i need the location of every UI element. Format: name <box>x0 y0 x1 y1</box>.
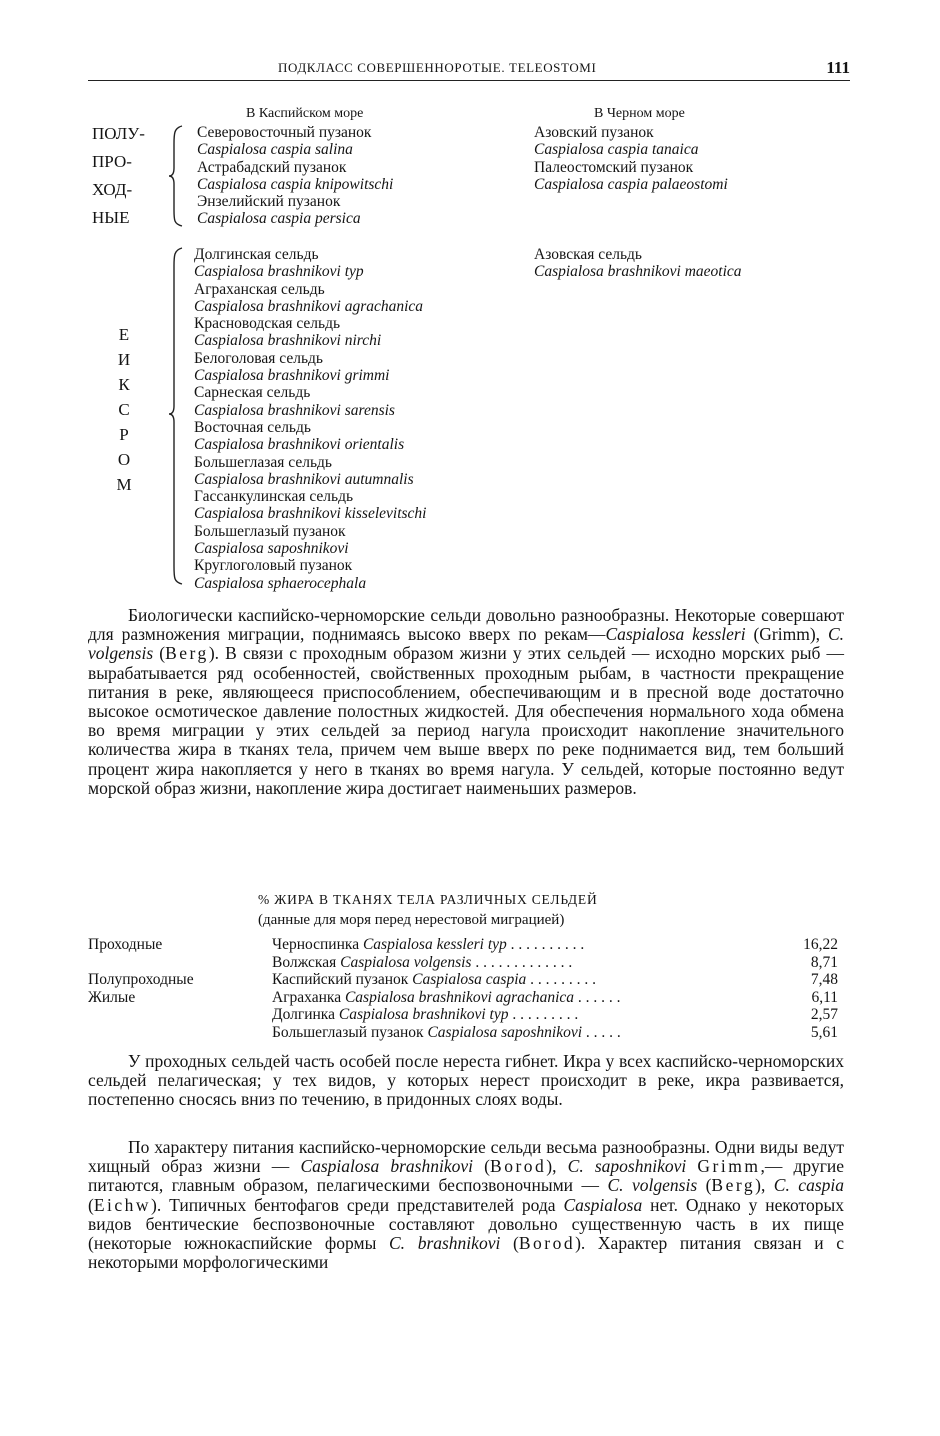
text-run: Биологически каспийско-черноморские сельди довольно разнообразны. Некоторые совершают для размножения миграции, поднимаясь высоко вверх по рекам— <box>88 605 844 645</box>
side-label-marine <box>112 322 136 497</box>
species-latin-name: Caspialosa brashnikovi orientalis <box>194 436 405 454</box>
text-run: ( <box>500 1233 519 1254</box>
species-latin-name: Caspialosa caspia knipowitschi <box>197 175 394 193</box>
body-paragraph-1 <box>88 606 844 798</box>
table-species <box>272 1024 621 1042</box>
table-latin-name: Caspialosa brashnikovi typ <box>338 1006 509 1023</box>
table-value: 7,48 <box>810 971 838 988</box>
semi-anadromous-black-sea-list <box>534 124 728 193</box>
text-run-italic: Caspialosa brashnikovi <box>300 1156 474 1177</box>
species-common-name: Восточная сельдь <box>194 418 311 436</box>
species-latin-name: Caspialosa caspia palaeostomi <box>534 175 728 193</box>
table-subtitle: (данные для моря перед нерестовой миграцией) <box>258 912 565 928</box>
table-group: Полупроходные <box>88 971 194 988</box>
side-label-letter: О <box>117 450 131 469</box>
table-species <box>272 936 584 954</box>
table-species <box>272 1006 578 1024</box>
table-row <box>88 936 838 954</box>
table-common-name: Долгинка <box>272 1006 335 1023</box>
table-group: Проходные <box>88 936 163 953</box>
author-name: Grimm <box>697 1156 761 1177</box>
column-heading-caspian: В Каспийском море <box>246 106 364 121</box>
table-species <box>272 954 572 972</box>
author-name: Eichw <box>93 1194 152 1215</box>
table-leader-dots: . . . . . . . . . <box>526 971 597 988</box>
species-latin-name: Caspialosa brashnikovi maeotica <box>534 263 742 281</box>
body-paragraph-2 <box>88 1052 844 1110</box>
species-common-name: Красноводская сельдь <box>194 315 341 333</box>
species-common-name: Белоголовая сельдь <box>194 349 323 367</box>
table-row <box>88 1024 838 1042</box>
marine-caspian-list <box>194 246 426 592</box>
text-run: нет. Однако у некоторых видов бентические беспозвоночные составляют довольно существенную часть в их пище (некоторые южнокаспийские формы <box>88 1194 844 1254</box>
species-common-name: Аграханская сельдь <box>194 280 325 298</box>
side-label-letter: К <box>118 375 130 394</box>
table-title: % ЖИРА В ТКАНЯХ ТЕЛА РАЗЛИЧНЫХ СЕЛЬДЕЙ <box>258 892 598 907</box>
species-latin-name: Caspialosa brashnikovi agrachanica <box>194 297 424 315</box>
species-common-name: Палеостомский пузанок <box>534 158 694 176</box>
text-run-italic: Caspialosa <box>563 1194 643 1215</box>
side-label-letter: Е <box>118 325 130 344</box>
text-run: ). Характер питания связан и с некоторыми морфологическими <box>88 1233 845 1273</box>
table-leader-dots: . . . . . . . . . <box>508 1006 579 1023</box>
text-run-italic: C. caspia <box>773 1175 844 1196</box>
species-latin-name: Caspialosa caspia salina <box>197 141 353 159</box>
text-run: По характеру питания каспийско-черноморские сельди весьма разнообразны. Одни виды ведут хищный образ жизни — <box>88 1137 844 1177</box>
table-latin-name: Caspialosa caspia <box>412 971 527 988</box>
paragraph-text: У проходных сельдей часть особей после нереста гибнет. Икра у всех каспийско-черноморских сельдей пелагическая; у тех видов, у которых нерест происходит в реке, икра развивается, постепенно сносясь вниз по течению, в придонных слоях воды. <box>88 1051 844 1110</box>
text-run-italic: C. brashnikovi <box>389 1233 501 1254</box>
side-label-line: ХОД- <box>92 180 133 199</box>
text-run: ( <box>88 1194 94 1215</box>
table-row <box>88 971 838 989</box>
species-latin-name: Caspialosa brashnikovi sarensis <box>194 401 395 419</box>
species-common-name: Северовосточный пузанок <box>197 124 372 141</box>
species-latin-name: Caspialosa caspia tanaica <box>534 141 699 159</box>
text-run-italic: Caspialosa kessleri <box>605 624 746 645</box>
text-run: ( <box>153 643 166 664</box>
table-value: 5,61 <box>810 1023 838 1041</box>
brace-marine <box>168 246 186 586</box>
running-head-title: ПОДКЛАСС СОВЕРШЕННОРОТЫЕ. TELEOSTOMI <box>278 60 597 75</box>
table-leader-dots: . . . . . . <box>574 988 621 1006</box>
text-run: ), <box>546 1156 568 1177</box>
author-name: Borod <box>490 1156 547 1177</box>
text-run: ( <box>473 1156 491 1177</box>
author-name: Borod <box>518 1233 576 1254</box>
species-latin-name: Caspialosa brashnikovi grimmi <box>194 367 390 385</box>
side-label-semi-anadromous <box>92 120 145 232</box>
species-common-name: Азовская сельдь <box>534 246 642 263</box>
page-number: 111 <box>826 58 850 77</box>
species-common-name: Большеглазый пузанок <box>194 522 346 540</box>
table-row <box>88 954 838 972</box>
species-common-name: Энзелийский пузанок <box>197 193 341 211</box>
table-common-name: Большеглазый пузанок <box>272 1023 424 1041</box>
table-caption <box>258 890 598 930</box>
text-run-italic: C. volgensis <box>607 1175 698 1196</box>
column-heading-black-sea: В Черном море <box>594 106 685 121</box>
side-label-letter: Р <box>119 425 129 444</box>
marine-black-sea-list <box>534 246 742 281</box>
species-common-name: Азовский пузанок <box>534 124 654 141</box>
brace-semi-anadromous <box>168 124 186 228</box>
table-common-name: Каспийский пузанок <box>272 971 409 988</box>
species-common-name: Большеглазая сельдь <box>194 453 332 471</box>
text-run: ), <box>755 1175 774 1196</box>
species-latin-name: Caspialosa caspia persica <box>197 210 361 228</box>
table-value: 8,71 <box>810 953 838 971</box>
text-run: (Grimm), <box>745 624 828 645</box>
table-latin-name: Caspialosa brashnikovi agrachanica <box>344 988 575 1006</box>
text-run: ,— другие питаются, главным образом, пелагическими беспозвоночными — <box>88 1156 845 1196</box>
table-leader-dots: . . . . . <box>582 1023 621 1041</box>
text-run: ( <box>697 1175 712 1196</box>
table-row <box>88 1006 838 1024</box>
table-value: 6,11 <box>811 988 838 1006</box>
table-species <box>272 989 621 1007</box>
text-run: ). Типичных бентофагов среди представителей рода <box>151 1194 564 1215</box>
side-label-letter: М <box>116 475 132 494</box>
text-run: ). В связи с проходным образом жизни у этих сельдей — исходно морских рыб — вырабатывается ряд особенностей, свойственных проходным рыбам, в частности прекращение питания в реке, являющееся приспособлением, обеспечивающим и в пресной воде достаточно высокое осмотическое давление полостных жидкостей. Для обеспечения нормального хода обмена во время миграции у этих сельдей за период нагула происходит накопление значительного количества жира в тканях тела, причем чем выше вверх по реке поднимается вид, тем больший процент жира накопляется у него в тканях во время нагула. У сельдей, которые постоянно ведут морской образ жизни, накопление жира достигает наименьших размеров. <box>88 643 844 798</box>
table-group: Жилые <box>88 988 136 1006</box>
author-name: Berg <box>711 1175 756 1196</box>
text-run-italic: C. volgensis <box>88 624 844 664</box>
species-latin-name: Caspialosa brashnikovi typ <box>194 263 364 281</box>
species-latin-name: Caspialosa brashnikovi kisselevitschi <box>194 505 427 523</box>
running-head <box>88 58 850 81</box>
table-common-name: Черноспинка <box>272 936 360 953</box>
table-common-name: Аграханка <box>272 988 342 1006</box>
text-run-italic: C. saposhnikovi <box>567 1156 687 1177</box>
table-latin-name: Caspialosa saposhnikovi <box>427 1023 583 1041</box>
table-latin-name: Caspialosa volgensis <box>340 953 472 971</box>
table-leader-dots: . . . . . . . . . . . . . <box>471 953 573 971</box>
side-label-letter: И <box>117 350 131 369</box>
species-latin-name: Caspialosa brashnikovi nirchi <box>194 332 382 350</box>
species-common-name: Гассанкулинская сельдь <box>194 488 354 506</box>
table-species <box>272 971 596 989</box>
species-common-name: Долгинская сельдь <box>194 246 319 263</box>
side-label-line: ПОЛУ- <box>92 124 145 143</box>
side-label-line: ПРО- <box>92 152 132 171</box>
species-latin-name: Caspialosa brashnikovi autumnalis <box>194 470 414 488</box>
side-label-line: НЫЕ <box>92 208 130 227</box>
fat-content-table <box>88 936 838 1041</box>
species-common-name: Сарнеская сельдь <box>194 384 311 402</box>
semi-anadromous-caspian-list <box>197 124 393 228</box>
species-common-name: Круглоголовый пузанок <box>194 557 353 575</box>
author-name: Berg <box>165 643 209 664</box>
table-value: 2,57 <box>810 1006 838 1023</box>
species-latin-name: Caspialosa saposhnikovi <box>194 540 349 558</box>
table-latin-name: Caspialosa kessleri typ <box>362 936 507 953</box>
species-common-name: Астрабадский пузанок <box>197 158 347 176</box>
species-latin-name: Caspialosa sphaerocephala <box>194 574 367 592</box>
table-value: 16,22 <box>803 936 838 953</box>
text-run <box>686 1156 697 1176</box>
table-leader-dots: . . . . . . . . . . <box>506 936 585 953</box>
table-common-name: Волжская <box>272 953 337 971</box>
table-row <box>88 989 838 1007</box>
body-paragraph-3 <box>88 1138 844 1272</box>
side-label-letter: С <box>118 400 130 419</box>
